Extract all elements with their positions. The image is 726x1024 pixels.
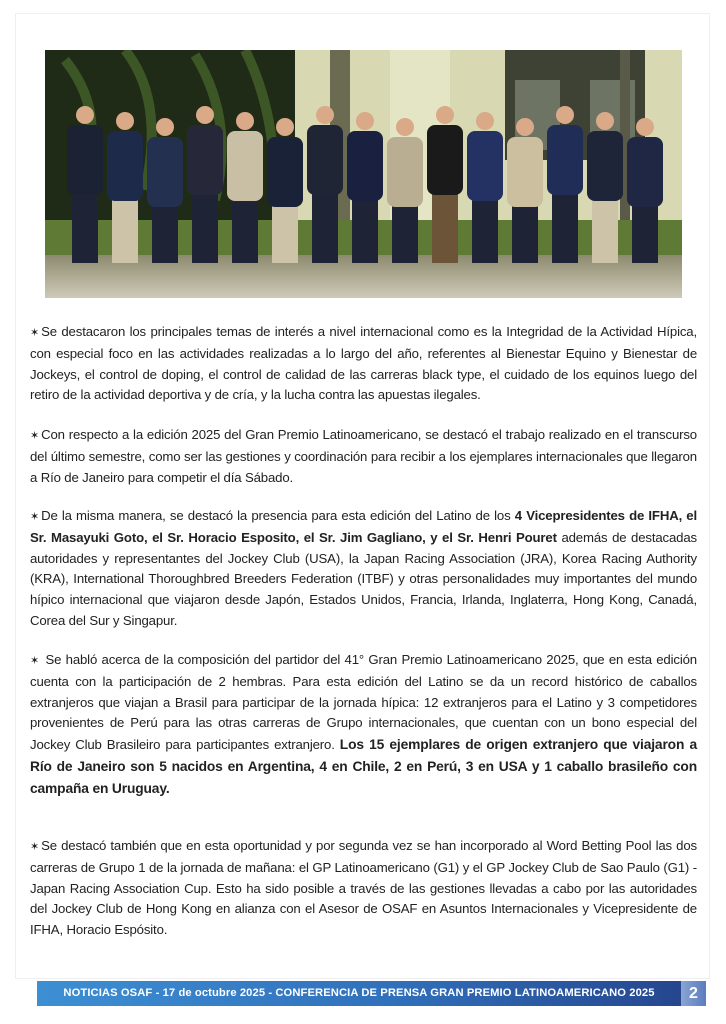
star-bullet-icon: ✶ — [30, 327, 40, 339]
paragraph-world-betting-pool — [30, 836, 697, 941]
person-silhouette — [347, 131, 383, 201]
person-silhouette — [147, 137, 183, 207]
paragraph-text: De la misma manera, se destacó la presencia para esta edición del Latino de los — [41, 508, 515, 523]
paragraph-text: Se destacó también que en esta oportunidad y por segunda vez se han incorporado al Word Betting Pool las dos carreras de Grupo 1 de la jornada de mañana: el GP Latinoamericano (G1) y el GP Jockey Club de Sao Paulo (G1) - Japan Racing Association Cup. Esto ha sido posible a través de las gestiones llevadas a cabo por las autoridades del Jockey Club de Hong Kong en alianza con el Asesor de OSAF en Asuntos Internacionales y Vicepresidente de IFHA, Horacio Espósito. — [30, 838, 697, 938]
person-silhouette — [67, 125, 103, 195]
star-bullet-icon: ✶ — [30, 430, 40, 442]
person-silhouette — [467, 131, 503, 201]
person-silhouette — [547, 125, 583, 195]
page-number: 2 — [681, 981, 706, 1006]
person-silhouette — [507, 137, 543, 207]
group-photo-image — [45, 50, 682, 298]
person-silhouette — [587, 131, 623, 201]
person-silhouette — [107, 131, 143, 201]
paragraph-text: Con respecto a la edición 2025 del Gran Premio Latinoamericano, se destacó el trabajo realizado en el transcurso del último semestre, como ser las gestiones y coordinación para recibir a los ejemplares internacionales que llegaron a Río de Janeiro para competir el día Sábado. — [30, 427, 697, 485]
footer-banner: NOTICIAS OSAF - 17 de octubre 2025 - CONFERENCIA DE PRENSA GRAN PREMIO LATINOAMERICANO 2025 — [37, 981, 681, 1006]
paragraph-edition-2025 — [30, 425, 697, 488]
person-silhouette — [627, 137, 663, 207]
paragraph-text: Se habló acerca de la composición del partidor del 41° Gran Premio Latinoamericano 2025, que en esta edición cuenta con la participación de 2 hembras. Para esta edición del Latino se da un record histórico de caballos extranjeros que viajan a Brasil para participar de la jornada hípica: 12 extranjeros para el Latino y 3 competidores provenientes de Perú para las otras carreras de Grupo internacionales, que cuentan con un bono especial del Jockey Club Brasileiro para participantes extranjero. — [30, 652, 697, 753]
star-bullet-icon: ✶ — [30, 841, 40, 853]
paragraph-ifha-vicepresidents — [30, 506, 697, 632]
person-silhouette — [187, 125, 223, 195]
group-photo — [45, 50, 682, 298]
paragraph-text-bold: Los 15 ejemplares de origen extranjero que viajaron a Río de Janeiro son 5 nacidos en Argentina, 4 en Chile, 2 en Perú, 3 en USA y 1 caballo brasileño con campaña en Uruguay. — [30, 737, 697, 796]
star-bullet-icon: ✶ — [30, 655, 40, 667]
person-silhouette — [227, 131, 263, 201]
paragraph-topics — [30, 322, 697, 406]
person-silhouette — [307, 125, 343, 195]
paragraph-text-bold: 4 Vicepresidentes de IFHA, el Sr. Masayuki Goto, el Sr. Horacio Esposito, el Sr. Jim Gagliano, y el Sr. Henri Pouret — [30, 508, 698, 545]
paragraph-starting-gate — [30, 650, 697, 800]
star-bullet-icon: ✶ — [30, 511, 40, 523]
person-silhouette — [387, 137, 423, 207]
person-silhouette — [427, 125, 463, 195]
paragraph-text: Se destacaron los principales temas de interés a nivel internacional como es la Integridad de la Actividad Hípica, con especial foco en las actividades realizadas a lo largo del año, referentes al Bienestar Equino y Bienestar de Jockeys, el control de doping, el control de calidad de las carreras black type, el cuidado de los equinos luego del retiro de la actividad deportiva y de cría, y la lucha contra las apuestas ilegales. — [30, 324, 697, 403]
paragraph-text: además de destacadas autoridades y representantes del Jockey Club (USA), la Japan Racing Association (JRA), Korea Racing Authority (KRA), International Thoroughbred Breeders Federation (ITBF) y otras personalidades muy importantes del mundo hípico internacional que viajaron desde Japón, Estados Unidos, Francia, Irlanda, Inglaterra, Hong Kong, Canadá, Corea del Sur y Singapur. — [30, 529, 697, 628]
person-silhouette — [267, 137, 303, 207]
